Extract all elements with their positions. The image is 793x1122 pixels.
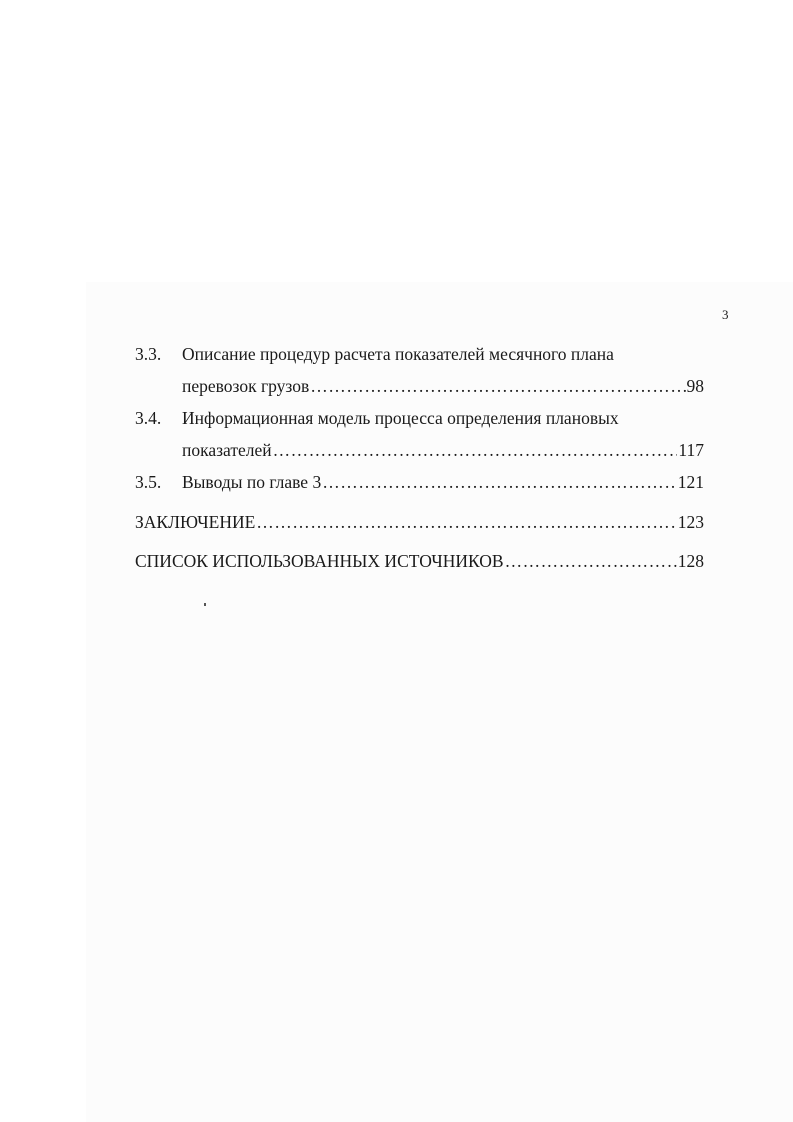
dot-leader	[310, 375, 685, 397]
dot-leader	[322, 471, 677, 493]
dot-leader	[273, 439, 678, 461]
toc-section-title: Описание процедур расчета показателей месячного плана	[182, 344, 614, 364]
toc-section-title: Выводы по главе 3	[182, 472, 322, 492]
toc-page-number: 117	[678, 440, 704, 460]
toc-section-title-continued: перевозок грузов	[182, 376, 310, 396]
dot-leader	[505, 550, 677, 572]
dot-leader	[256, 511, 676, 533]
toc-chapter-title: СПИСОК ИСПОЛЬЗОВАННЫХ ИСТОЧНИКОВ	[135, 551, 504, 571]
toc-section-number: 3.4.	[135, 408, 162, 428]
page-number: 3	[722, 307, 729, 322]
scan-speck	[204, 603, 206, 606]
toc-page-number: 128	[677, 551, 704, 571]
toc-section-title-continued: показателей	[182, 440, 272, 460]
toc-page-number: 123	[677, 512, 704, 532]
toc-chapter-title: ЗАКЛЮЧЕНИЕ	[135, 512, 256, 532]
toc-page-number: 121	[677, 472, 704, 492]
toc-section-number: 3.3.	[135, 344, 162, 364]
toc-page-number: 98	[686, 376, 704, 396]
toc-section-number: 3.5.	[135, 472, 162, 492]
toc-section-title: Информационная модель процесса определения плановых	[182, 408, 619, 428]
